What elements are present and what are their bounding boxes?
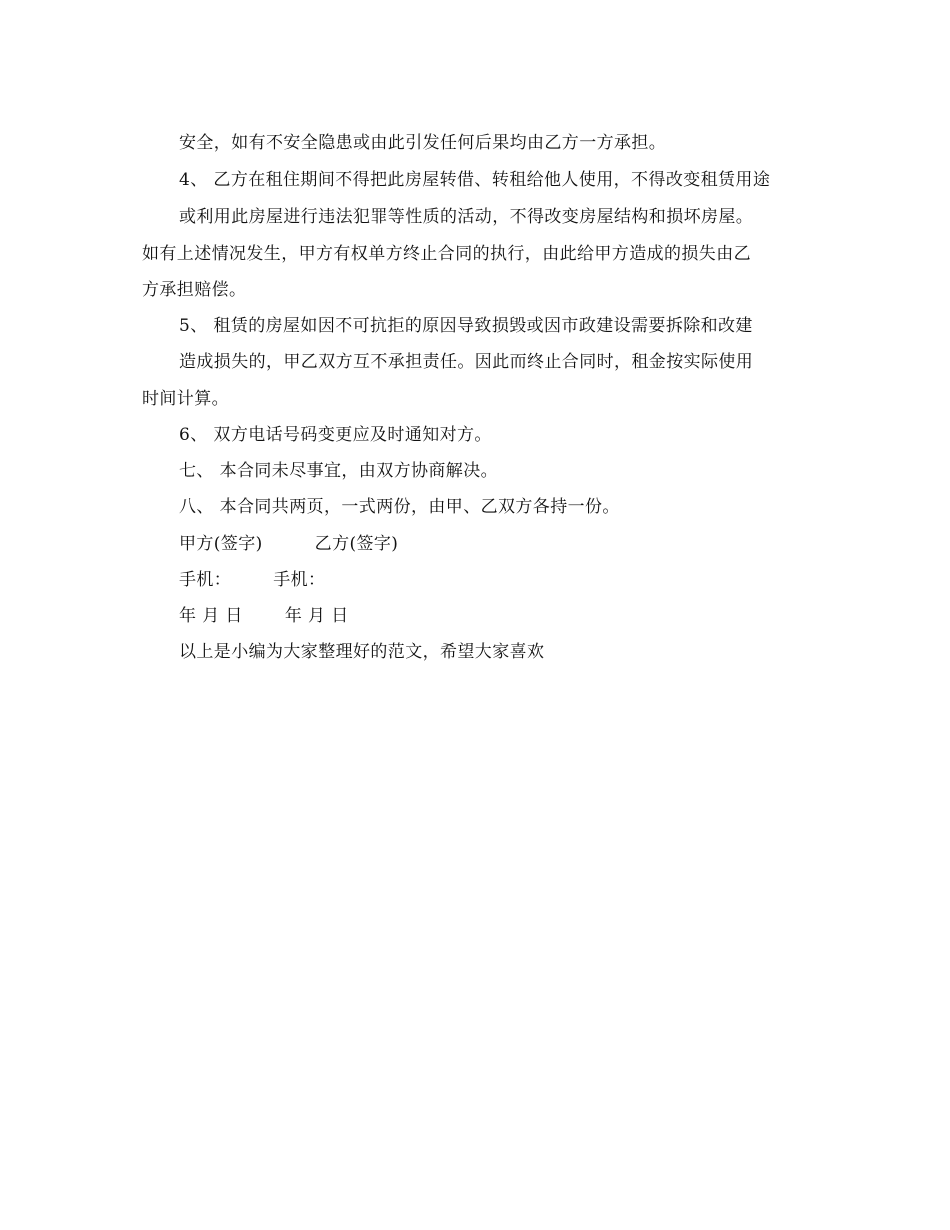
party-a-date-label: 年 月 日 [179,606,243,626]
clause-4-line: 4、 乙方在租住期间不得把此房屋转借、转租给他人使用，不得改变租赁用途 [179,170,771,190]
clause-7-line: 七、 本合同未尽事宜，由双方协商解决。 [179,461,499,481]
party-b-date-label: 年 月 日 [284,606,349,626]
paragraph-line: 时间计算。 [142,389,229,409]
date-row [179,604,349,628]
party-a-phone-label: 手机： [179,570,232,590]
paragraph-line: 如有上述情况发生，甲方有权单方终止合同的执行，由此给甲方造成的损失由乙 [142,244,751,264]
paragraph-line: 造成损失的，甲乙双方互不承担责任。因此而终止合同时，租金按实际使用 [179,352,754,372]
clause-8-line: 八、 本合同共两页，一式两份，由甲、乙双方各持一份。 [179,497,620,517]
signature-row [179,532,398,556]
paragraph-line: 或利用此房屋进行违法犯罪等性质的活动，不得改变房屋结构和损坏房屋。 [179,207,754,227]
closing-note: 以上是小编为大家整理好的范文，希望大家喜欢 [179,642,545,662]
party-a-signature-label: 甲方(签字) [179,534,263,554]
clause-6-line: 6、 双方电话号码变更应及时通知对方。 [179,425,492,445]
paragraph-line: 方承担赔偿。 [142,280,247,300]
phone-row [179,568,325,592]
party-b-phone-label: 手机： [273,570,326,590]
clause-5-line: 5、 租赁的房屋如因不可抗拒的原因导致损毁或因市政建设需要拆除和改建 [179,316,753,336]
party-b-signature-label: 乙方(签字) [314,534,399,554]
paragraph-line: 安全，如有不安全隐患或由此引发任何后果均由乙方一方承担。 [179,133,667,153]
